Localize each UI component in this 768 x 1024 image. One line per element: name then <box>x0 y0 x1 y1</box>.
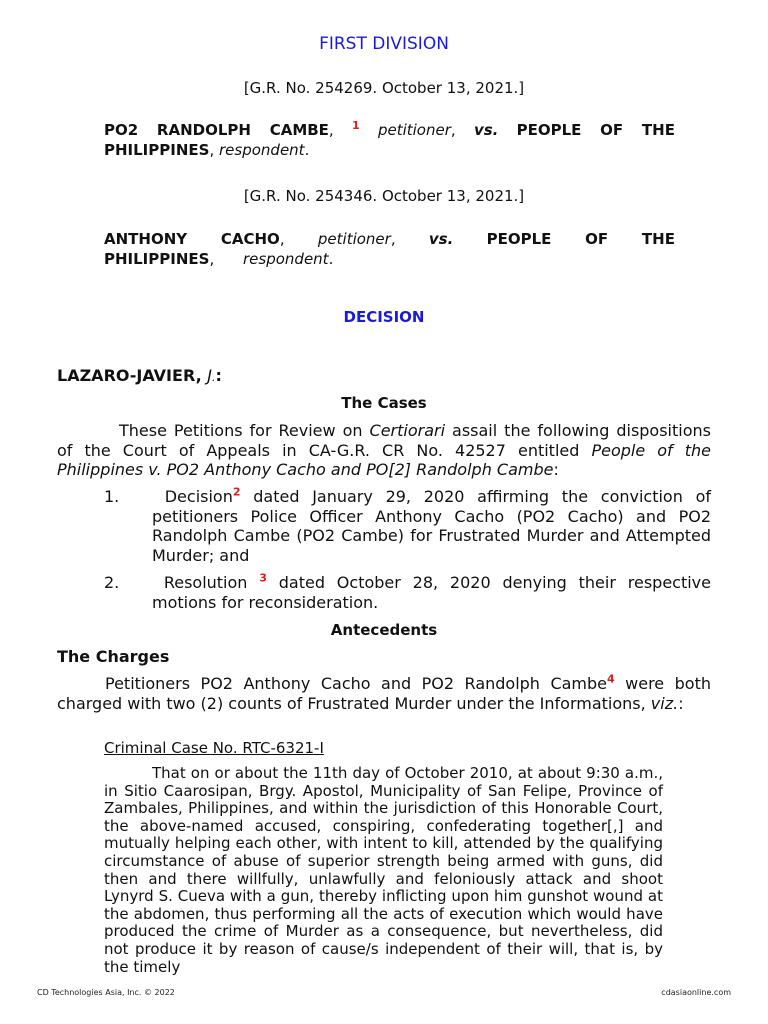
charges-text-2: were both charged with two (2) counts of Frustrated Murder under the Informations, <box>57 674 711 713</box>
list-item-number: 1. <box>104 487 120 506</box>
footer-site[interactable]: cdasiaonline.com <box>661 988 731 997</box>
list-item-resolution <box>152 573 711 612</box>
charges-text: Petitioners PO2 Anthony Cacho and PO2 Randolph Cambe <box>105 674 607 693</box>
footer-copyright: CD Technologies Asia, Inc. © 2022 <box>37 988 175 997</box>
gr-number-2: [G.R. No. 254346. October 13, 2021.] <box>243 187 525 205</box>
respondent-name: PEOPLE OF THE PHILIPPINES <box>104 230 675 268</box>
charges-paragraph <box>57 674 711 713</box>
intro-certiorari: Certiorari <box>369 421 446 440</box>
item-text: dated January 29, 2020 affirming the conviction of petitioners Police Officer Anthony Cacho (PO2 Cacho) and PO2 Randolph Cambe (PO2 Cambe) for Frustrated Murder and Attempted Murder; and <box>152 487 712 565</box>
ponente-name: LAZARO-JAVIER <box>57 366 196 385</box>
ponente: LAZARO-JAVIER, J.: <box>57 366 222 385</box>
intro-text: These Petitions for Review on <box>119 421 370 440</box>
footnote-ref-2[interactable]: 2 <box>232 485 241 499</box>
charges-end: : <box>678 693 684 713</box>
parties-caption-2: ANTHONY CACHO, petitioner, vs. PEOPLE OF THE PHILIPPINES, respondent. <box>104 230 675 268</box>
cases-intro <box>57 421 711 480</box>
versus: vs. <box>428 230 454 248</box>
respondent-name: PEOPLE OF THE PHILIPPINES <box>104 121 675 159</box>
petitioner-role: petitioner <box>377 121 451 139</box>
decision-title: DECISION <box>343 308 425 326</box>
information-quote: That on or about the 11th day of October 2010, at about 9:30 a.m., in Sitio Caarosipan, Brgy. Apostol, Municipality of San Felipe, Province of Zambales, Philippines, and within the jurisdiction of this Honorable Court, the above-named accused, conspiring, confederating together[,] and mutually helping each other, with intent to kill, attended by the qualifying circumstance of abuse of superior strength being armed with guns, did then and there willfully, unlawfully and feloniously attack and shoot Lynyrd S. Cueva with a gun, thereby inflicting upon him gunshot wound at the abdomen, thus performing all the acts of execution which would have produced the crime of Murder as a consequence, but nevertheless, did not produce it by reason of cause/s independent of their will, that is, by the timely <box>104 764 663 976</box>
list-item-number: 2. <box>104 573 120 592</box>
viz: viz. <box>650 693 679 713</box>
footnote-ref-1[interactable]: 1 <box>351 119 360 132</box>
parties-caption-1: PO2 RANDOLPH CAMBE, $^1$ petitioner, vs. PEOPLE OF THE PHILIPPINES, respondent. <box>104 119 675 159</box>
list-item-decision <box>152 487 711 565</box>
footnote-ref-3[interactable]: 3 <box>259 571 267 585</box>
gr-number-1: [G.R. No. 254269. October 13, 2021.] <box>243 79 525 97</box>
versus: vs. <box>473 121 499 139</box>
item-label: Resolution <box>163 573 248 592</box>
intro-end: : <box>553 460 559 479</box>
petitioner-role: petitioner <box>317 230 391 248</box>
ponente-j: J <box>207 366 212 385</box>
respondent-role: respondent <box>243 250 329 268</box>
ponente-j-suffix: . <box>211 371 216 384</box>
respondent-role: respondent <box>219 141 305 159</box>
criminal-case-title: Criminal Case No. RTC-6321-I <box>104 739 324 757</box>
cases-heading: The Cases <box>341 394 427 412</box>
charges-heading: The Charges <box>57 647 170 666</box>
petitioner-name: PO2 RANDOLPH CAMBE <box>104 121 329 139</box>
division-heading: FIRST DIVISION <box>319 34 449 54</box>
case-title-italic: People of the Philippines v. PO2 Anthony Cacho and PO[2] Randolph Cambe <box>57 440 712 479</box>
antecedents-heading: Antecedents <box>330 621 438 639</box>
footnote-ref-4[interactable]: 4 <box>607 672 615 686</box>
petitioner-name: ANTHONY CACHO <box>104 230 280 248</box>
intro-text-2: assail the following dispositions of the Court of Appeals in CA-G.R. CR No. 42527 entitled <box>57 421 711 460</box>
item-label: Decision <box>164 487 233 506</box>
item-text: dated October 28, 2020 denying their respective motions for reconsideration. <box>152 573 711 612</box>
